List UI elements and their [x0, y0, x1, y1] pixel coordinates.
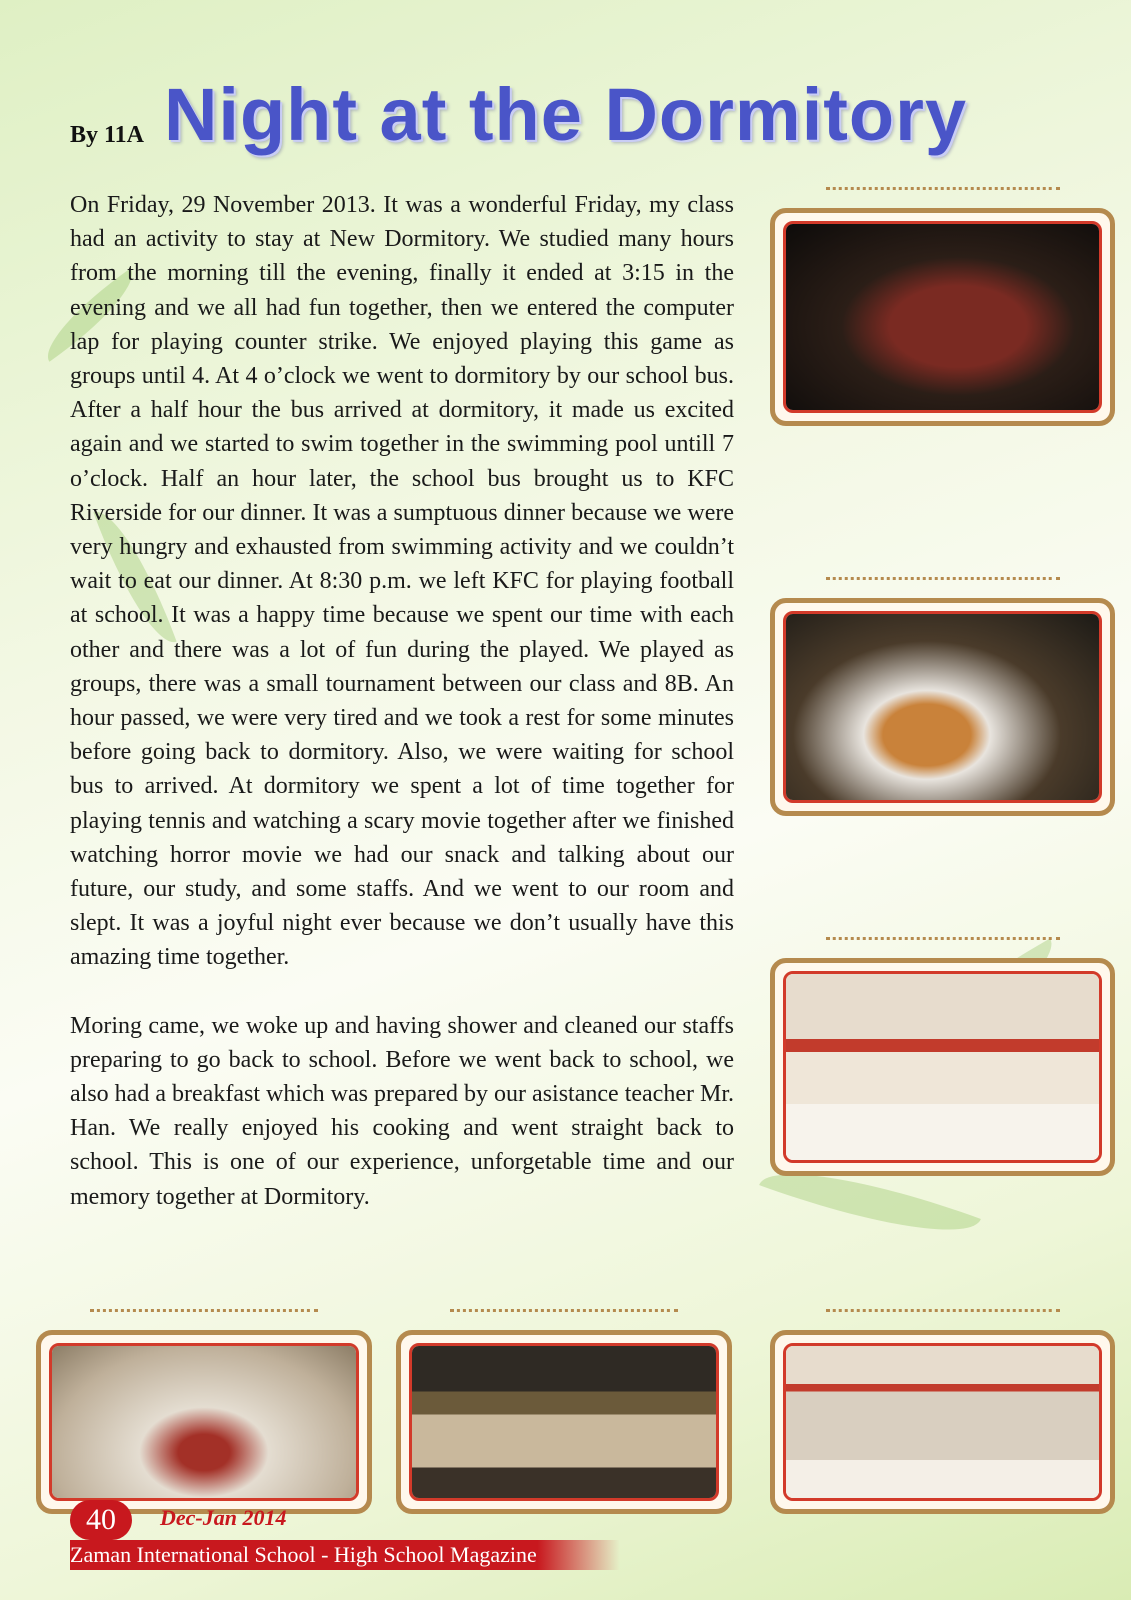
photo-frame	[770, 598, 1115, 816]
frame-ornament	[450, 1309, 678, 1334]
article-paragraph: On Friday, 29 November 2013. It was a wonderful Friday, my class had an activity to stay at New Dormitory. We studied many hours from the morning till the evening, finally it ended at 3:15 in the evening and we all had fun together, then we entered the computer lap for playing counter strike. We enjoyed playing this game as groups until 4. At 4 o’clock we went to dormitory by our school bus. After a half hour the bus arrived at dormitory, it made us excited again and we started to swim together in the swimming pool untill 7 o’clock. Half an hour later, the school bus brought us to KFC Riverside for our dinner. It was a sumptuous dinner because we were very hungry and exhausted from swimming activity and we couldn’t wait to eat our dinner. At 8:30 p.m. we left KFC for playing football at school. It was a happy time because we spent our time with each other and there was a lot of fun during the played. We played as groups, there was a small tournament between our class and 8B. An hour passed, we were very tired and we took a rest for some minutes before going back to dormitory. Also, we were waiting for school bus to arrived. At dormitory we spent a lot of time together for playing tennis and watching a scary movie together after we finished watching horror movie we had our snack and talking about our future, our study, and some staffs. And we went to our room and slept. It was a joyful night ever because we don’t usually have this amazing time together.	[70, 192, 734, 971]
frame-ornament	[825, 577, 1060, 602]
article-body	[70, 188, 734, 1248]
photo-group-indoor	[52, 1346, 356, 1498]
photo-frame	[770, 208, 1115, 426]
photo-group-restaurant	[786, 1346, 1099, 1498]
byline: By 11A	[70, 122, 145, 148]
photo-frame	[36, 1330, 372, 1514]
photo-frame	[770, 1330, 1115, 1514]
frame-ornament	[825, 1309, 1060, 1334]
publication-name: Zaman International School - High School Magazine	[70, 1540, 620, 1570]
page-title: Night at the Dormitory	[163, 72, 968, 156]
frame-ornament	[90, 1309, 318, 1334]
photo-students-night	[786, 224, 1099, 410]
issue-date: Dec-Jan 2014	[160, 1505, 287, 1530]
frame-ornament	[825, 937, 1060, 962]
photo-frame	[770, 958, 1115, 1176]
article-paragraph: Moring came, we woke up and having shower and cleaned our staffs preparing to go back to school. Before we went back to school, we also had a breakfast which was prepared by our asistance teacher Mr. Han. We really enjoyed his cooking and went straight back to school. This is one of our experience, unforgetable time and our memory together at Dormitory.	[70, 1012, 734, 1210]
frame-ornament	[825, 187, 1060, 212]
photo-kfc-dinner	[786, 974, 1099, 1160]
photo-frame	[396, 1330, 732, 1514]
photo-guitar-player	[786, 614, 1099, 800]
page-number: 40	[70, 1500, 132, 1540]
photo-group-night-gate	[412, 1346, 716, 1498]
